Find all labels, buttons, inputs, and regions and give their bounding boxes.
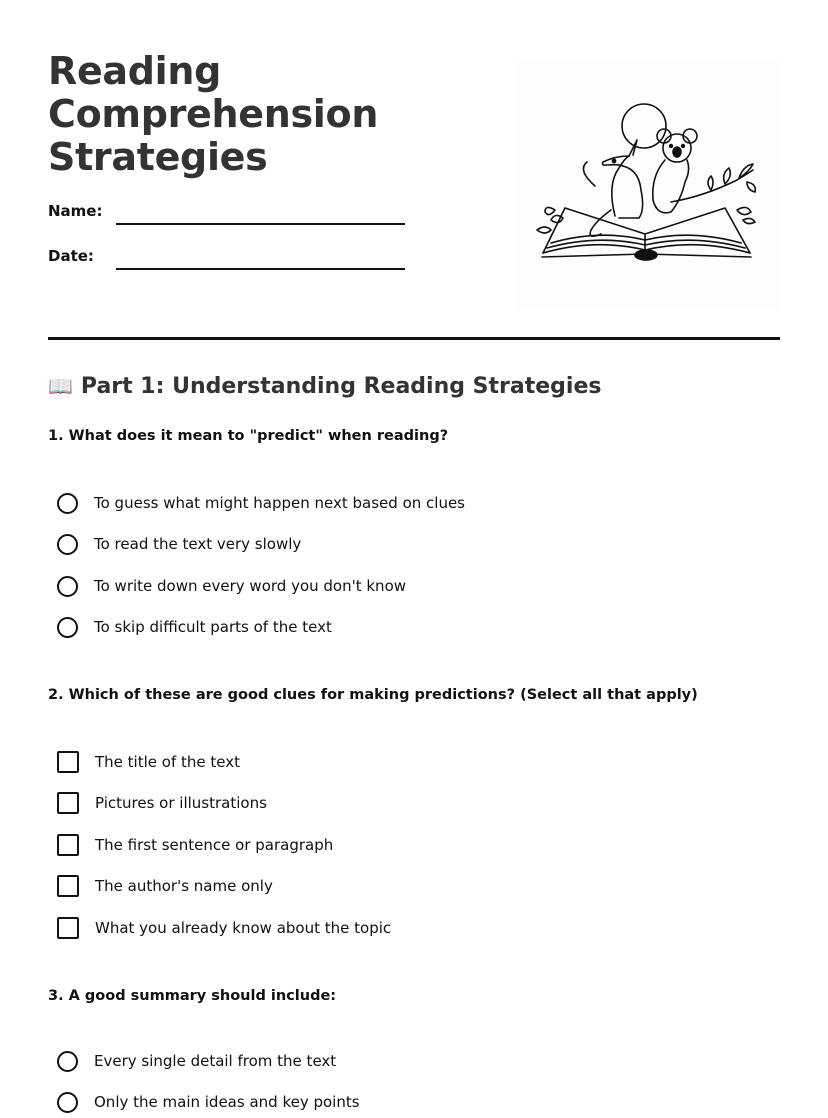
radio-button[interactable]	[57, 534, 78, 555]
date-field[interactable]	[116, 268, 405, 270]
radio-button[interactable]	[57, 617, 78, 638]
option-label: Pictures or illustrations	[95, 794, 267, 812]
question-2-option[interactable]	[57, 790, 267, 816]
question-1-option[interactable]	[57, 614, 332, 640]
checkbox[interactable]	[57, 792, 79, 814]
title-line-1: Reading	[48, 49, 222, 93]
question-1-option[interactable]	[57, 573, 406, 599]
question-1: 1. What does it mean to "predict" when reading?	[48, 428, 449, 444]
question-3: 3. A good summary should include:	[48, 988, 337, 1004]
radio-button[interactable]	[57, 493, 78, 514]
worksheet-title	[48, 50, 468, 179]
name-label: Name:	[48, 202, 103, 220]
checkbox[interactable]	[57, 751, 79, 773]
radio-button[interactable]	[57, 576, 78, 597]
option-label: Only the main ideas and key points	[94, 1093, 360, 1111]
checkbox[interactable]	[57, 834, 79, 856]
question-2: 2. Which of these are good clues for making predictions? (Select all that apply)	[48, 687, 698, 703]
question-1-option[interactable]	[57, 531, 301, 557]
name-field[interactable]	[116, 223, 405, 225]
question-3-option[interactable]	[57, 1048, 336, 1074]
section-title	[48, 374, 601, 399]
option-label: To read the text very slowly	[94, 535, 302, 553]
question-1-option[interactable]	[57, 490, 465, 516]
title-line-3: Strategies	[48, 135, 268, 179]
option-label: The first sentence or paragraph	[95, 836, 334, 854]
option-label: To guess what might happen next based on clues	[94, 494, 465, 512]
book-icon: 📖	[48, 374, 73, 398]
option-label: To skip difficult parts of the text	[94, 618, 332, 636]
book-kangaroo-koala-illustration	[515, 60, 780, 310]
option-label: The author's name only	[95, 877, 273, 895]
checkbox[interactable]	[57, 917, 79, 939]
title-line-2: Comprehension	[48, 92, 379, 136]
option-label: To write down every word you don't know	[94, 577, 407, 595]
date-label: Date:	[48, 247, 94, 265]
section-title-text: Part 1: Understanding Reading Strategies	[80, 374, 602, 399]
radio-button[interactable]	[57, 1051, 78, 1072]
question-3-option[interactable]	[57, 1089, 360, 1115]
question-2-option[interactable]	[57, 915, 391, 941]
question-2-option[interactable]	[57, 832, 333, 858]
question-2-option[interactable]	[57, 749, 240, 775]
option-label: What you already know about the topic	[95, 919, 392, 937]
radio-button[interactable]	[57, 1092, 78, 1113]
checkbox[interactable]	[57, 875, 79, 897]
option-label: Every single detail from the text	[94, 1052, 337, 1070]
question-2-option[interactable]	[57, 873, 273, 899]
option-label: The title of the text	[95, 753, 240, 771]
divider-rule	[48, 337, 780, 340]
